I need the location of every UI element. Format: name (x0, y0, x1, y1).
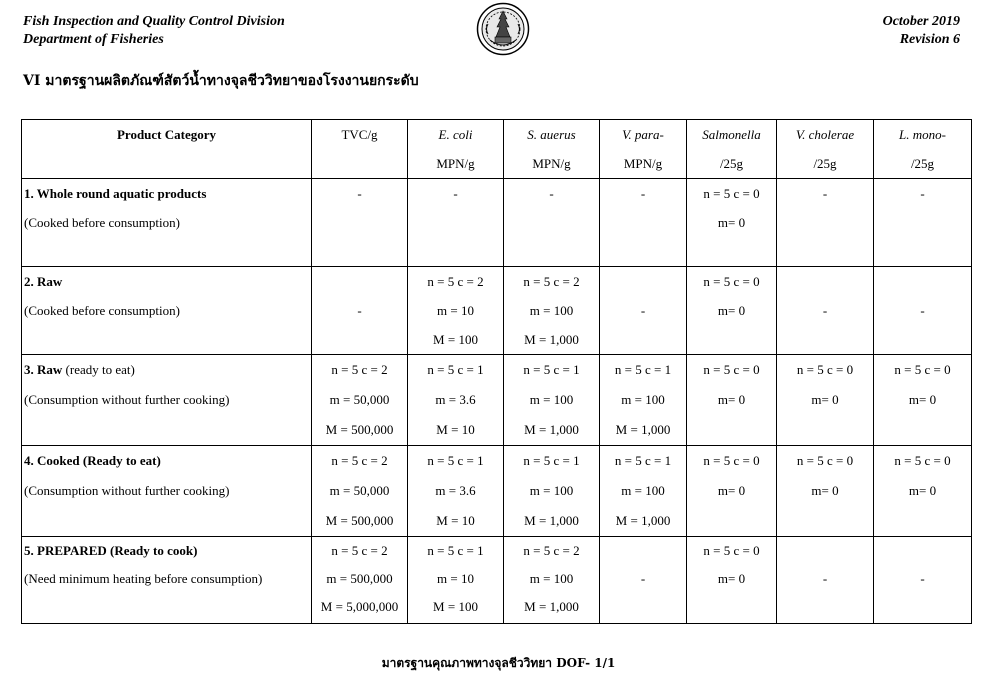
criteria-M-line: M = 1,000 (524, 332, 579, 347)
criteria-cell (504, 537, 600, 624)
criteria-cell (408, 179, 504, 267)
criteria-m-line: - (640, 303, 646, 318)
criteria-sample-line: n = 5 c = 0 (894, 453, 951, 468)
criteria-M-line (777, 593, 873, 621)
criteria-cell (687, 179, 777, 267)
criteria-m-line: m= 0 (811, 483, 839, 498)
table-row (22, 537, 972, 624)
criteria-m-line: m = 3.6 (435, 483, 476, 498)
document-date: October 2019 (882, 14, 960, 29)
document-header-right (883, 13, 960, 49)
criteria-M-line: M = 1,000 (524, 422, 579, 437)
criteria-M-line: M = 1,000 (524, 599, 579, 614)
criteria-sample-line (874, 267, 971, 296)
criteria-cell (777, 179, 874, 267)
category-name: 4. Cooked (Ready to eat) (24, 453, 161, 468)
criteria-cell (777, 446, 874, 537)
criteria-m-line: m= 0 (717, 483, 746, 498)
criteria-M-line: M = 1,000 (524, 513, 579, 528)
category-name: 1. Whole round aquatic products (24, 186, 207, 201)
criteria-m-line: m= 0 (717, 392, 746, 407)
criteria-M-line: M = 5,000,000 (320, 599, 399, 614)
product-category-cell (22, 267, 312, 355)
criteria-M-line: M = 100 (433, 599, 478, 614)
criteria-M-line (687, 593, 776, 621)
criteria-m-line: m = 50,000 (329, 392, 390, 407)
criteria-cell (312, 179, 408, 267)
criteria-m-line: m= 0 (908, 392, 937, 407)
criteria-sample-line: n = 5 c = 1 (614, 362, 672, 377)
criteria-M-line (687, 237, 776, 266)
criteria-sample-line: n = 5 c = 0 (703, 453, 760, 468)
division-name: Fish Inspection and Quality Control Division (23, 14, 285, 29)
criteria-sample-line: n = 5 c = 2 (523, 274, 580, 289)
criteria-sample-line: n = 5 c = 0 (796, 453, 854, 468)
category-name: 3. Raw (24, 362, 63, 377)
category-note: (Cooked before consumption) (24, 215, 180, 230)
criteria-m-line: m = 100 (621, 392, 665, 407)
criteria-M-line (777, 506, 873, 536)
criteria-M-line (600, 325, 686, 354)
category-note: (Consumption without further cooking) (24, 392, 230, 407)
criteria-M-line (874, 506, 971, 536)
criteria-m-line: m = 100 (529, 571, 574, 586)
criteria-cell (408, 537, 504, 624)
criteria-cell (687, 267, 777, 355)
department-seal-logo (476, 2, 530, 56)
criteria-cell (874, 537, 972, 624)
criteria-M-line (874, 237, 971, 266)
criteria-M-line: M = 500,000 (325, 513, 394, 528)
criteria-M-line (312, 325, 407, 354)
criteria-sample-line: n = 5 c = 1 (523, 453, 580, 468)
criteria-cell (874, 446, 972, 537)
criteria-M-line (504, 237, 599, 266)
criteria-M-line (687, 415, 776, 445)
criteria-cell (600, 179, 687, 267)
criteria-sample-line: n = 5 c = 2 (331, 543, 388, 558)
criteria-cell (312, 355, 408, 446)
table-row (22, 267, 972, 355)
criteria-m-line (777, 208, 873, 237)
criteria-m-line: m= 0 (908, 483, 937, 498)
criteria-M-line (408, 237, 503, 266)
criteria-sample-line: n = 5 c = 0 (703, 362, 760, 377)
criteria-m-line: m= 0 (811, 392, 839, 407)
category-note: (Cooked before consumption) (24, 303, 180, 318)
criteria-m-line: m = 10 (437, 303, 474, 318)
criteria-sample-line (600, 537, 686, 565)
criteria-M-line (687, 506, 776, 536)
criteria-M-line: M = 10 (436, 422, 475, 437)
column-header-v-cholerae: V. cholerae /25g (777, 120, 874, 179)
criteria-m-line: - (357, 303, 362, 318)
criteria-sample-line: n = 5 c = 0 (703, 274, 760, 289)
criteria-sample-line: n = 5 c = 0 (796, 362, 854, 377)
criteria-cell (504, 355, 600, 446)
product-category-cell (22, 537, 312, 624)
criteria-cell (777, 267, 874, 355)
criteria-M-line (312, 237, 407, 266)
criteria-m-line: m= 0 (717, 215, 746, 230)
column-header-tvc: TVC/g (312, 120, 408, 179)
criteria-m-line: m = 500,000 (326, 571, 393, 586)
criteria-m-line: m = 10 (437, 571, 474, 586)
criteria-m-line (504, 208, 599, 237)
category-qualifier: (ready to eat) (62, 362, 135, 377)
criteria-sample-line: n = 5 c = 0 (894, 362, 951, 377)
criteria-cell (687, 446, 777, 537)
criteria-sample-line: n = 5 c = 0 (703, 543, 760, 558)
criteria-m-line: m = 3.6 (435, 392, 476, 407)
criteria-sample-line (777, 537, 873, 565)
criteria-cell (504, 267, 600, 355)
table-body (22, 179, 972, 624)
criteria-cell (600, 267, 687, 355)
criteria-m-line: m = 50,000 (329, 483, 390, 498)
criteria-M-line: M = 500,000 (325, 422, 394, 437)
section-title: VI มาตรฐานผลิตภัณฑ์สัตว์น้ำทางจุลชีววิทยาของโรงงานยกระดับ (23, 73, 419, 89)
criteria-cell (777, 355, 874, 446)
criteria-M-line (600, 237, 686, 266)
criteria-m-line (874, 208, 971, 237)
criteria-m-line: m = 100 (529, 483, 574, 498)
criteria-cell (687, 355, 777, 446)
product-category-cell (22, 179, 312, 267)
microbiological-standards-table (21, 119, 972, 624)
criteria-cell (874, 179, 972, 267)
column-header-e-coli: E. coli MPN/g (408, 120, 504, 179)
document-revision: Revision 6 (899, 32, 960, 47)
criteria-sample-line: n = 5 c = 2 (331, 362, 388, 377)
table-row (22, 446, 972, 537)
criteria-M-line (874, 325, 971, 354)
table-row (22, 355, 972, 446)
criteria-m-line (600, 208, 686, 237)
criteria-M-line (687, 325, 776, 354)
criteria-M-line (777, 415, 873, 445)
criteria-sample-line: n = 5 c = 2 (331, 453, 388, 468)
criteria-m-line: m= 0 (717, 571, 746, 586)
criteria-sample-line: - (640, 186, 646, 201)
category-note: (Consumption without further cooking) (24, 483, 230, 498)
criteria-m-line: - (920, 571, 925, 586)
criteria-sample-line: n = 5 c = 1 (427, 543, 484, 558)
column-header-product-category: Product Category (22, 120, 312, 179)
criteria-cell (600, 537, 687, 624)
criteria-m-line: - (640, 571, 646, 586)
criteria-m-line: m = 100 (529, 303, 574, 318)
criteria-m-line: m = 100 (529, 392, 574, 407)
criteria-M-line: M = 10 (436, 513, 475, 528)
table-header-row (22, 120, 972, 179)
criteria-sample-line (874, 537, 971, 565)
criteria-sample-line: - (920, 186, 925, 201)
criteria-sample-line: n = 5 c = 1 (427, 453, 484, 468)
criteria-m-line: - (822, 571, 828, 586)
product-category-cell (22, 446, 312, 537)
criteria-cell (687, 537, 777, 624)
criteria-sample-line (777, 267, 873, 296)
criteria-cell (408, 355, 504, 446)
department-name: Department of Fisheries (23, 32, 164, 47)
criteria-cell (874, 267, 972, 355)
criteria-m-line (408, 208, 503, 237)
criteria-cell (312, 537, 408, 624)
criteria-M-line (874, 415, 971, 445)
criteria-sample-line: - (453, 186, 458, 201)
page-footer: มาตรฐานคุณภาพทางจุลชีววิทยา DOF- 1/1 (381, 656, 616, 670)
criteria-m-line: - (920, 303, 925, 318)
criteria-sample-line: n = 5 c = 1 (427, 362, 484, 377)
criteria-cell (600, 355, 687, 446)
criteria-sample-line: n = 5 c = 1 (614, 453, 672, 468)
criteria-m-line (312, 208, 407, 237)
criteria-sample-line: n = 5 c = 2 (523, 543, 580, 558)
criteria-M-line (600, 593, 686, 621)
criteria-M-line: M = 1,000 (615, 513, 671, 528)
category-name: 2. Raw (24, 274, 63, 289)
criteria-sample-line (600, 267, 686, 296)
criteria-cell (408, 446, 504, 537)
criteria-m-line: - (822, 303, 828, 318)
document-header-left (23, 13, 285, 49)
criteria-m-line: m = 100 (621, 483, 665, 498)
criteria-M-line (777, 325, 873, 354)
criteria-sample-line: - (549, 186, 554, 201)
criteria-m-line: m= 0 (717, 303, 746, 318)
criteria-cell (312, 267, 408, 355)
criteria-cell (504, 179, 600, 267)
criteria-sample-line: - (357, 186, 362, 201)
column-header-s-auerus: S. auerus MPN/g (504, 120, 600, 179)
criteria-M-line (777, 237, 873, 266)
category-name: 5. PREPARED (Ready to cook) (24, 543, 198, 558)
criteria-M-line: M = 1,000 (615, 422, 671, 437)
column-header-v-para: V. para- MPN/g (600, 120, 687, 179)
category-note: (Need minimum heating before consumption) (24, 571, 263, 586)
criteria-cell (504, 446, 600, 537)
criteria-cell (777, 537, 874, 624)
criteria-sample-line: n = 5 c = 0 (703, 186, 760, 201)
criteria-sample-line: n = 5 c = 2 (427, 274, 484, 289)
criteria-cell (600, 446, 687, 537)
criteria-sample-line (312, 267, 407, 296)
criteria-sample-line: - (822, 186, 828, 201)
criteria-M-line: M = 100 (433, 332, 478, 347)
table-row (22, 179, 972, 267)
criteria-sample-line: n = 5 c = 1 (523, 362, 580, 377)
product-category-cell (22, 355, 312, 446)
criteria-M-line (874, 593, 971, 621)
column-header-l-mono: L. mono- /25g (874, 120, 972, 179)
criteria-cell (408, 267, 504, 355)
column-header-salmonella: Salmonella /25g (687, 120, 777, 179)
criteria-cell (312, 446, 408, 537)
criteria-cell (874, 355, 972, 446)
